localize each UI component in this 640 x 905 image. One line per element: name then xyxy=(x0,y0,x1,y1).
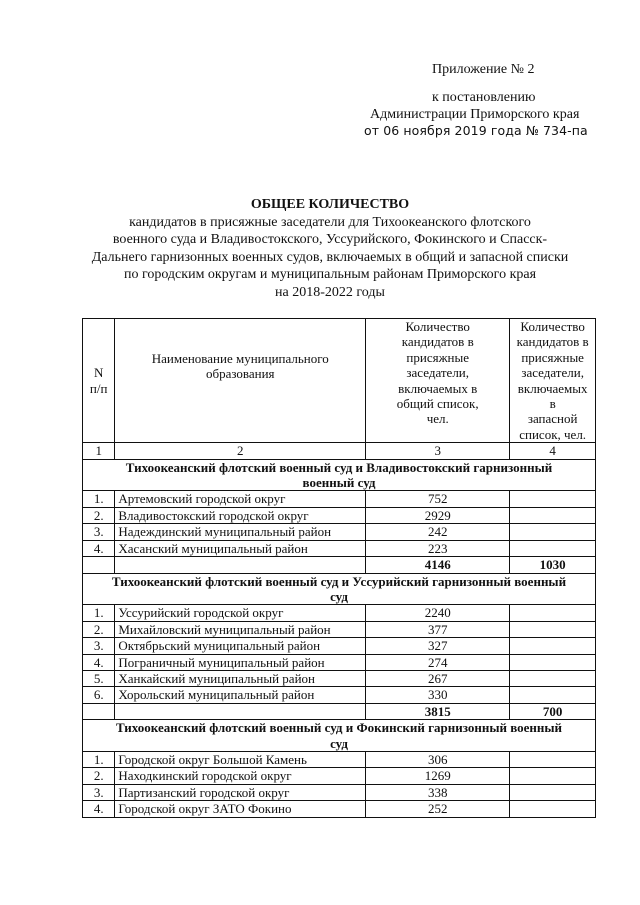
table-row xyxy=(83,687,596,703)
municipality-name: Находкинский городской округ xyxy=(115,768,366,784)
column-number: 1 xyxy=(83,443,115,459)
header-reserve-line: заседатели, xyxy=(521,365,584,381)
row-number: 1. xyxy=(83,605,115,621)
header-reserve-line: присяжные xyxy=(521,349,584,365)
title-line: на 2018-2022 годы xyxy=(275,284,385,300)
header-general-line: Количество xyxy=(405,319,470,334)
row-number: 1. xyxy=(83,491,115,507)
municipality-name: Городской округ ЗАТО Фокино xyxy=(115,801,366,817)
row-number: 3. xyxy=(83,784,115,800)
table-row xyxy=(83,524,596,540)
header-general-line: заседатели, xyxy=(406,365,470,381)
header-general-line: общий список, xyxy=(396,396,479,412)
general-count: 377 xyxy=(366,621,510,637)
row-number: 6. xyxy=(83,687,115,703)
table-row xyxy=(83,654,596,670)
general-count: 306 xyxy=(366,751,510,767)
table-row xyxy=(83,638,596,654)
header-num-line: N xyxy=(93,365,104,381)
table-row xyxy=(83,621,596,637)
municipality-name: Владивостокский городской округ xyxy=(115,507,366,523)
general-count: 338 xyxy=(366,784,510,800)
general-count: 2240 xyxy=(366,605,510,621)
reserve-count xyxy=(510,784,596,800)
column-number-row xyxy=(83,443,596,459)
municipality-name: Уссурийский городской округ xyxy=(115,605,366,621)
reserve-count xyxy=(510,654,596,670)
table-row xyxy=(83,801,596,817)
municipality-name: Городской округ Большой Камень xyxy=(115,751,366,767)
title-line: по городским округам и муниципальным районам Приморского края xyxy=(123,267,537,282)
header-reserve-line: в xyxy=(549,396,556,412)
municipality-name: Ханкайский муниципальный район xyxy=(115,670,366,686)
municipality-name: Надеждинский муниципальный район xyxy=(115,524,366,540)
appendix-label: Приложение № 2 xyxy=(432,62,535,77)
group-total-row xyxy=(83,703,596,719)
total-general: 4146 xyxy=(366,557,510,573)
general-count: 252 xyxy=(366,801,510,817)
title-line: военного суда и Владивостокского, Уссурийского, Фокинского и Спасск- xyxy=(112,232,548,247)
row-number: 4. xyxy=(83,801,115,817)
general-count: 752 xyxy=(366,491,510,507)
table-row xyxy=(83,670,596,686)
table-row xyxy=(83,540,596,556)
row-number: 3. xyxy=(83,638,115,654)
candidates-table xyxy=(82,318,596,818)
row-number: 2. xyxy=(83,621,115,637)
header-num xyxy=(83,319,115,443)
header-reserve-line: кандидатов в xyxy=(516,334,589,350)
general-count: 327 xyxy=(366,638,510,654)
municipality-name: Михайловский муниципальный район xyxy=(115,621,366,637)
reserve-count xyxy=(510,491,596,507)
row-number: 2. xyxy=(83,507,115,523)
total-general: 3815 xyxy=(366,703,510,719)
reserve-count xyxy=(510,751,596,767)
header-reserve-line: запасной xyxy=(527,411,578,427)
general-count: 242 xyxy=(366,524,510,540)
table-row xyxy=(83,784,596,800)
title-line: Дальнего гарнизонных военных судов, включаемых в общий и запасной списки xyxy=(91,249,569,265)
header-reserve xyxy=(510,319,596,443)
municipality-name: Пограничный муниципальный район xyxy=(115,654,366,670)
municipality-name: Хорольский муниципальный район xyxy=(115,687,366,703)
row-number: 1. xyxy=(83,751,115,767)
table-row xyxy=(83,605,596,621)
header-general-line: включаемых в xyxy=(398,380,478,396)
group-title-row xyxy=(83,459,596,491)
row-number: 2. xyxy=(83,768,115,784)
reserve-count xyxy=(510,507,596,523)
general-count: 1269 xyxy=(366,768,510,784)
table-row xyxy=(83,491,596,507)
date-number-stamp: от 06 ноября 2019 года № 734-па xyxy=(364,123,588,138)
total-empty xyxy=(83,703,115,719)
title-line: кандидатов в присяжные заседатели для Тихоокеанского флотского xyxy=(129,214,531,230)
table-row xyxy=(83,751,596,767)
row-number: 4. xyxy=(83,654,115,670)
header-name-line: Наименование муниципального xyxy=(151,351,329,366)
header-num-line: п/п xyxy=(89,380,108,396)
total-reserve: 700 xyxy=(510,703,596,719)
group-total-row xyxy=(83,557,596,573)
table-row xyxy=(83,507,596,523)
to-resolution-label: к постановлению xyxy=(432,90,536,105)
general-count: 274 xyxy=(366,654,510,670)
column-number: 3 xyxy=(366,443,510,459)
general-count: 267 xyxy=(366,670,510,686)
group-title: Тихоокеанский флотский военный суд и Уссурийский гарнизонный военный суд xyxy=(83,573,596,605)
total-reserve: 1030 xyxy=(510,557,596,573)
reserve-count xyxy=(510,638,596,654)
group-title: Тихоокеанский флотский военный суд и Владивостокский гарнизонный военный суд xyxy=(83,459,596,491)
group-title-row xyxy=(83,573,596,605)
column-number: 4 xyxy=(510,443,596,459)
general-count: 330 xyxy=(366,687,510,703)
group-title-row xyxy=(83,720,596,752)
municipality-name: Хасанский муниципальный район xyxy=(115,540,366,556)
reserve-count xyxy=(510,801,596,817)
general-count: 2929 xyxy=(366,507,510,523)
table-header-row xyxy=(83,319,596,443)
header-general-line: чел. xyxy=(426,411,449,427)
header-general-line: кандидатов в xyxy=(401,334,474,350)
row-number: 4. xyxy=(83,540,115,556)
column-number: 2 xyxy=(115,443,366,459)
total-empty xyxy=(115,703,366,719)
reserve-count xyxy=(510,540,596,556)
document-title xyxy=(60,196,600,301)
reserve-count xyxy=(510,605,596,621)
municipality-name: Артемовский городской округ xyxy=(115,491,366,507)
header-general-line: присяжные xyxy=(406,349,470,365)
total-empty xyxy=(115,557,366,573)
header-reserve-line: Количество xyxy=(520,319,585,334)
reserve-count xyxy=(510,768,596,784)
total-empty xyxy=(83,557,115,573)
header-name-line: образования xyxy=(205,366,275,382)
title-main: ОБЩЕЕ КОЛИЧЕСТВО xyxy=(250,197,410,212)
header-general xyxy=(366,319,510,443)
group-title: Тихоокеанский флотский военный суд и Фокинский гарнизонный военный суд xyxy=(83,720,596,752)
header-reserve-line: включаемых xyxy=(517,380,588,396)
municipality-name: Партизанский городской округ xyxy=(115,784,366,800)
reserve-count xyxy=(510,524,596,540)
municipality-name: Октябрьский муниципальный район xyxy=(115,638,366,654)
general-count: 223 xyxy=(366,540,510,556)
table-row xyxy=(83,768,596,784)
row-number: 3. xyxy=(83,524,115,540)
row-number: 5. xyxy=(83,670,115,686)
header-reserve-line: список, чел. xyxy=(519,426,587,442)
reserve-count xyxy=(510,621,596,637)
header-name xyxy=(115,319,366,443)
reserve-count xyxy=(510,687,596,703)
administration-label: Администрации Приморского края xyxy=(370,107,580,122)
reserve-count xyxy=(510,670,596,686)
